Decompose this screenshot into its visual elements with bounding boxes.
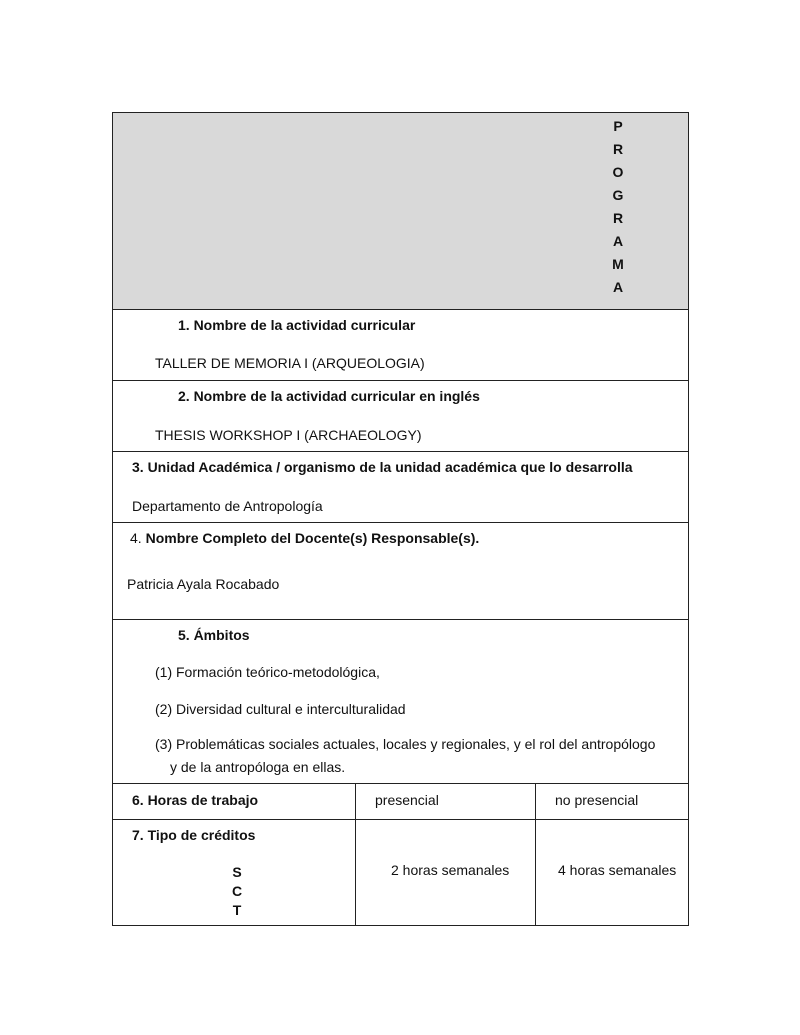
section-3-value: Departamento de Antropología xyxy=(132,498,323,514)
section-activity-name xyxy=(113,310,688,381)
sct-letter: C xyxy=(231,883,243,899)
section-responsible-teacher xyxy=(113,523,688,620)
programa-letter: P xyxy=(613,118,623,134)
section-credit-type xyxy=(113,820,688,925)
programa-letter: G xyxy=(612,187,624,203)
ambito-item: (3) Problemáticas sociales actuales, locales y regionales, y el rol del antropólogo xyxy=(155,736,656,752)
section-1-value: TALLER DE MEMORIA I (ARQUEOLOGIA) xyxy=(155,355,425,371)
section-4-heading xyxy=(130,530,479,547)
ambito-item: (2) Diversidad cultural e interculturalidad xyxy=(155,701,406,717)
section-4-number: 4. xyxy=(130,530,142,546)
section-1-title: 1. Nombre de la actividad curricular xyxy=(178,317,416,333)
programa-vertical-title xyxy=(608,118,628,302)
work-hours-no-presencial: no presencial xyxy=(555,792,639,808)
section-2-title: 2. Nombre de la actividad curricular en inglés xyxy=(178,388,480,404)
credits-presencial-hours: 2 horas semanales xyxy=(391,862,510,878)
section-2-value: THESIS WORKSHOP I (ARCHAEOLOGY) xyxy=(155,427,422,443)
column-divider xyxy=(355,784,356,819)
credits-no-presencial-hours: 4 horas semanales xyxy=(558,862,677,878)
column-divider xyxy=(355,820,356,925)
section-4-value: Patricia Ayala Rocabado xyxy=(127,576,280,592)
header-row xyxy=(113,113,688,310)
section-7-title: 7. Tipo de créditos xyxy=(132,827,256,843)
section-5-title: 5. Ámbitos xyxy=(178,627,250,643)
sct-letter: T xyxy=(232,902,242,918)
sct-vertical-label xyxy=(227,864,247,921)
section-ambitos xyxy=(113,620,688,784)
programa-letter: R xyxy=(612,141,624,157)
section-academic-unit xyxy=(113,452,688,523)
programa-letter: A xyxy=(612,233,624,249)
section-4-title: Nombre Completo del Docente(s) Responsable(s). xyxy=(145,530,480,546)
section-work-hours xyxy=(113,784,688,820)
section-6-title: 6. Horas de trabajo xyxy=(132,792,259,808)
section-activity-name-english xyxy=(113,381,688,452)
sct-letter: S xyxy=(232,864,242,880)
section-3-title: 3. Unidad Académica / organismo de la unidad académica que lo desarrolla xyxy=(132,459,633,475)
ambito-item: (1) Formación teórico-metodológica, xyxy=(155,664,380,680)
ambito-item-continuation: y de la antropóloga en ellas. xyxy=(170,759,346,775)
programa-letter: R xyxy=(612,210,624,226)
programa-letter: M xyxy=(612,256,624,272)
programa-letter: O xyxy=(612,164,624,180)
program-table xyxy=(112,112,689,926)
column-divider xyxy=(535,820,536,925)
work-hours-presencial: presencial xyxy=(375,792,439,808)
column-divider xyxy=(535,784,536,819)
programa-letter: A xyxy=(612,279,624,295)
